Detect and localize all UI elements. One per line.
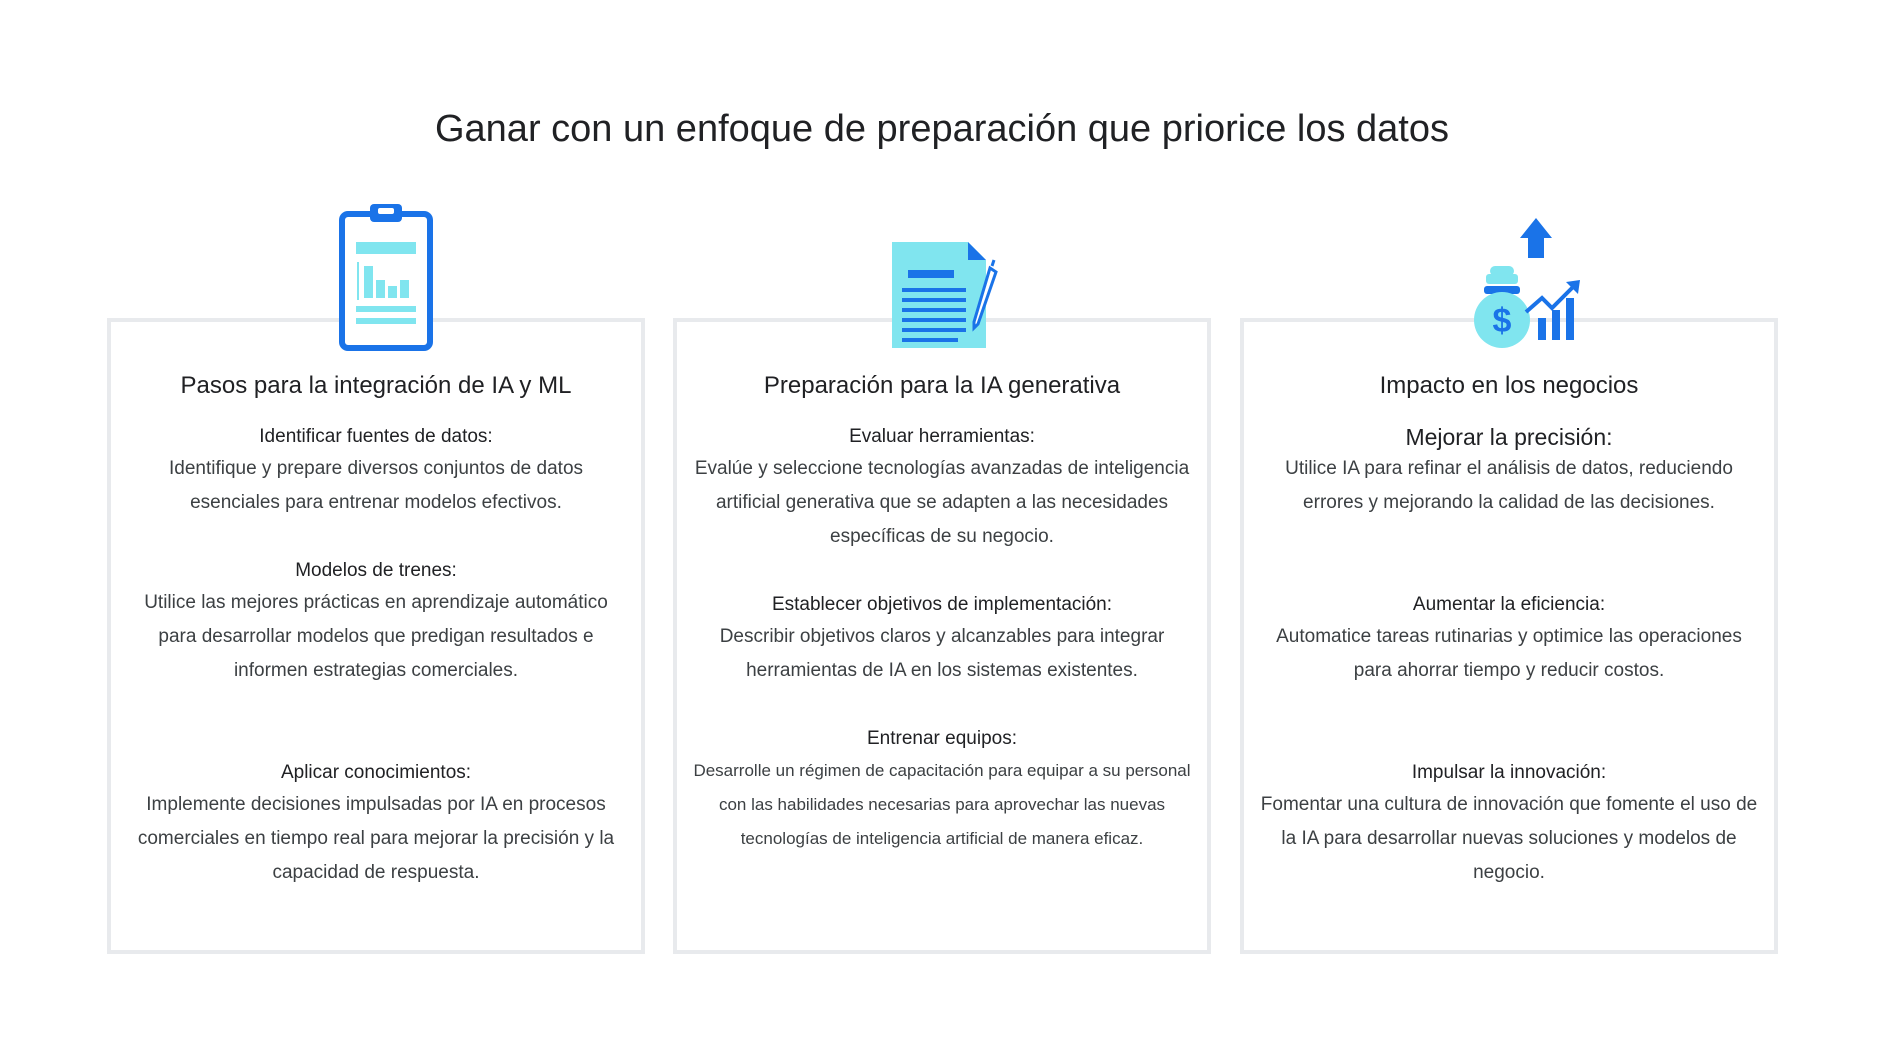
card-section [693,422,1191,554]
card-section [127,758,625,890]
section-body: Fomentar una cultura de innovación que fomente el uso de la IA para desarrollar nuevas soluciones y modelos de negocio. [1260,794,1758,883]
card-ai-ml-integration [107,318,645,954]
card-section [1260,590,1758,688]
svg-text:$: $ [1492,302,1512,340]
section-body: Automatice tareas rutinarias y optimice las operaciones para ahorrar tiempo y reducir costos. [1276,626,1742,681]
section-body: Utilice las mejores prácticas en aprendizaje automático para desarrollar modelos que predigan resultados e informen estrategias comerciales. [144,592,608,681]
page-title: Ganar con un enfoque de preparación que priorice los datos [434,108,1449,150]
card-section [693,724,1191,856]
card-title: Impacto en los negocios [1379,372,1639,399]
card-section [127,556,625,688]
card-business-impact [1240,318,1778,954]
section-heading: Modelos de trenes: [295,560,457,581]
section-body: Identifique y prepare diversos conjuntos de datos esenciales para entrenar modelos efectivos. [168,458,584,513]
section-heading: Entrenar equipos: [867,728,1017,749]
clipboard-chart-icon [334,200,438,352]
section-body: Implemente decisiones impulsadas por IA en procesos comerciales en tiempo real para mejorar la precisión y la capacidad de respuesta. [137,794,615,883]
card-section [1260,422,1758,520]
section-body: Desarrolle un régimen de capacitación para equipar a su personal con las habilidades necesarias para aprovechar las nuevas tecnologías de inteligencia artificial de manera eficaz. [693,761,1191,848]
card-generative-ai [673,318,1211,954]
section-body: Describir objetivos claros y alcanzables para integrar herramientas de IA en los sistemas existentes. [719,626,1165,681]
card-title: Pasos para la integración de IA y ML [180,372,572,399]
card-title: Preparación para la IA generativa [763,372,1121,399]
section-heading: Identificar fuentes de datos: [259,426,493,447]
card-section [127,422,625,520]
section-heading: Aplicar conocimientos: [280,762,472,783]
document-pen-icon [888,200,1008,352]
section-heading: Evaluar herramientas: [849,426,1035,447]
section-body: Evalúe y seleccione tecnologías avanzadas de inteligencia artificial generativa que se adapten a las necesidades específicas de su negocio. [694,458,1190,547]
section-heading: Mejorar la precisión: [1405,424,1613,450]
section-heading: Impulsar la innovación: [1411,762,1607,783]
section-body: Utilice IA para refinar el análisis de datos, reduciendo errores y mejorando la calidad de las decisiones. [1285,458,1733,513]
card-section [1260,758,1758,890]
card-section [693,590,1191,688]
section-heading: Aumentar la eficiencia: [1412,594,1606,615]
section-heading: Establecer objetivos de implementación: [771,594,1113,615]
money-bag-growth-icon [1466,200,1586,352]
